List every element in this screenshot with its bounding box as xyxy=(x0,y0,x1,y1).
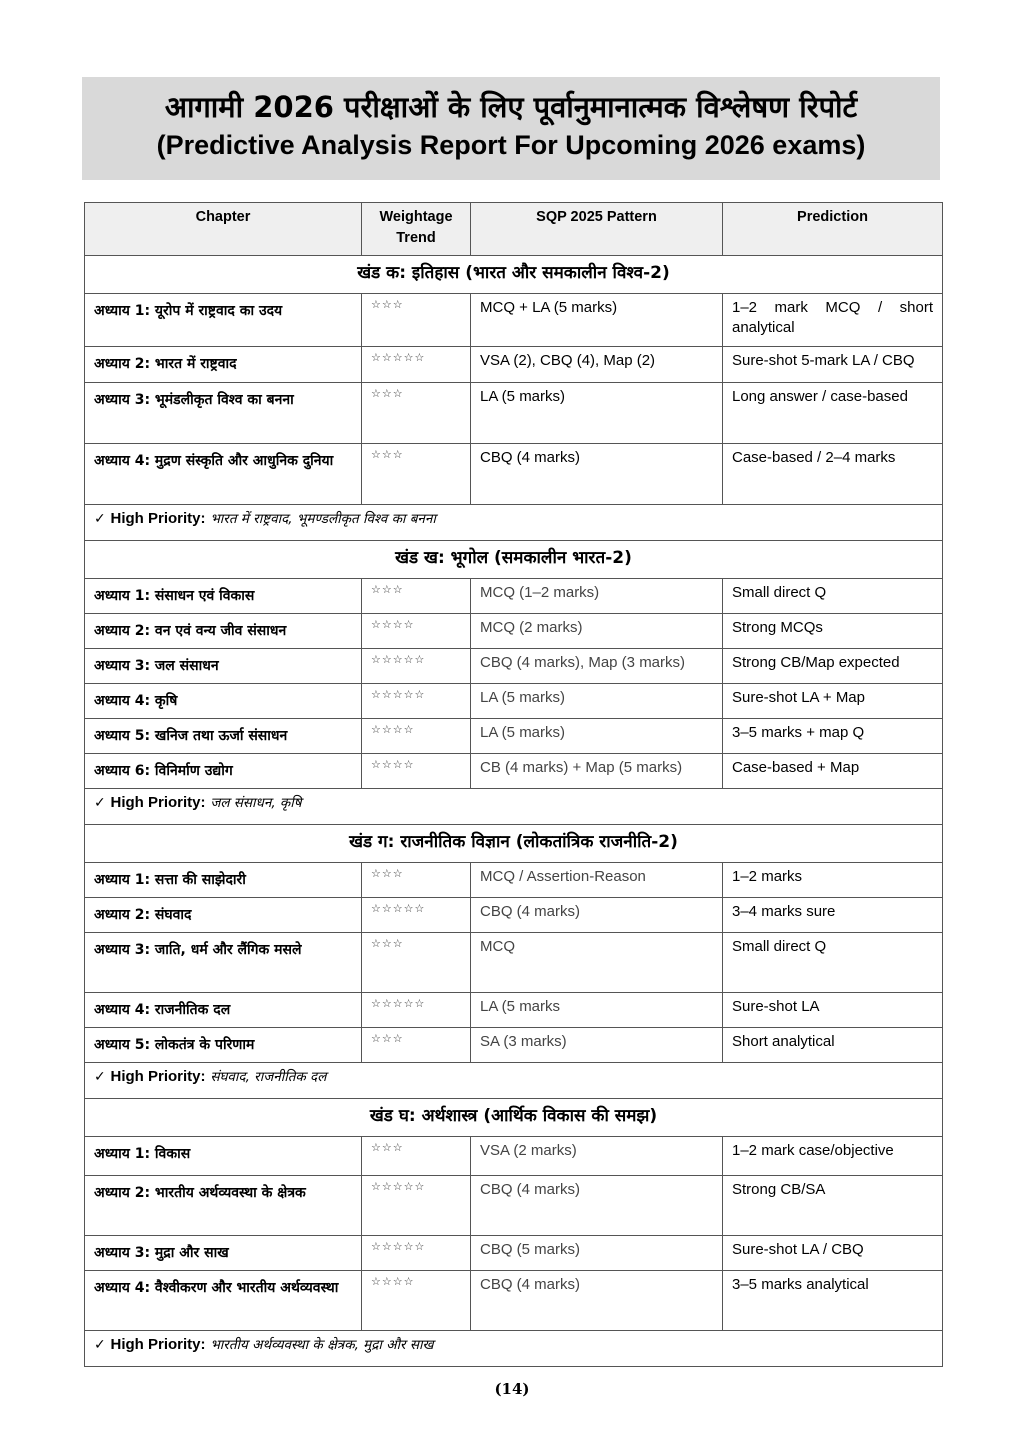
high-priority-note xyxy=(85,505,943,541)
weightage-stars: ☆☆☆☆☆ xyxy=(362,1176,471,1236)
prediction-cell: 3–4 marks sure xyxy=(723,898,943,933)
priority-label: High Priority: xyxy=(110,1336,206,1353)
table-row xyxy=(85,383,943,444)
chapter-cell: अध्याय 1: सत्ता की साझेदारी xyxy=(85,863,362,898)
table-row xyxy=(85,294,943,347)
priority-text: जल संसाधन, कृषि xyxy=(210,795,302,811)
priority-row xyxy=(85,505,943,541)
weightage-stars: ☆☆☆☆☆ xyxy=(362,649,471,684)
high-priority-note xyxy=(85,1331,943,1367)
header-weightage: Weightage Trend xyxy=(362,203,471,256)
header-prediction: Prediction xyxy=(723,203,943,256)
weightage-stars: ☆☆☆☆ xyxy=(362,614,471,649)
sqp-cell: CBQ (4 marks) xyxy=(471,1176,723,1236)
sqp-cell: CBQ (5 marks) xyxy=(471,1236,723,1271)
table-row xyxy=(85,347,943,383)
table-row xyxy=(85,1176,943,1236)
section-title: खंड ग: राजनीतिक विज्ञान (लोकतांत्रिक राजनीति-2) xyxy=(85,825,943,863)
chapter-cell: अध्याय 3: भूमंडलीकृत विश्व का बनना xyxy=(85,383,362,444)
table-row xyxy=(85,684,943,719)
section-row xyxy=(85,541,943,579)
chapter-cell: अध्याय 1: यूरोप में राष्ट्रवाद का उदय xyxy=(85,294,362,347)
sqp-cell: CBQ (4 marks) xyxy=(471,1271,723,1331)
page-number: (14) xyxy=(494,1380,530,1398)
section-title: खंड घ: अर्थशास्त्र (आर्थिक विकास की समझ) xyxy=(85,1099,943,1137)
weightage-stars: ☆☆☆☆ xyxy=(362,754,471,789)
chapter-cell: अध्याय 6: विनिर्माण उद्योग xyxy=(85,754,362,789)
table-header-row xyxy=(85,203,943,256)
table-row xyxy=(85,1137,943,1176)
table-row xyxy=(85,719,943,754)
sqp-cell: CBQ (4 marks) xyxy=(471,444,723,505)
prediction-cell: 3–5 marks analytical xyxy=(723,1271,943,1331)
priority-text: भारतीय अर्थव्यवस्था के क्षेत्रक, मुद्रा और साख xyxy=(210,1337,434,1353)
weightage-stars: ☆☆☆ xyxy=(362,1028,471,1063)
table-row xyxy=(85,614,943,649)
prediction-table xyxy=(84,202,943,1367)
weightage-stars: ☆☆☆ xyxy=(362,933,471,993)
chapter-cell: अध्याय 2: संघवाद xyxy=(85,898,362,933)
weightage-stars: ☆☆☆ xyxy=(362,863,471,898)
sqp-cell: VSA (2), CBQ (4), Map (2) xyxy=(471,347,723,383)
weightage-stars: ☆☆☆ xyxy=(362,579,471,614)
priority-label: High Priority: xyxy=(110,794,206,811)
sqp-cell: LA (5 marks) xyxy=(471,383,723,444)
sqp-cell: MCQ (2 marks) xyxy=(471,614,723,649)
table-row xyxy=(85,898,943,933)
table-row xyxy=(85,933,943,993)
priority-row xyxy=(85,789,943,825)
chapter-cell: अध्याय 1: विकास xyxy=(85,1137,362,1176)
chapter-cell: अध्याय 4: राजनीतिक दल xyxy=(85,993,362,1028)
chapter-cell: अध्याय 3: जल संसाधन xyxy=(85,649,362,684)
weightage-stars: ☆☆☆☆☆ xyxy=(362,898,471,933)
prediction-cell: Sure-shot LA / CBQ xyxy=(723,1236,943,1271)
header-sqp: SQP 2025 Pattern xyxy=(471,203,723,256)
weightage-stars: ☆☆☆☆☆ xyxy=(362,1236,471,1271)
chapter-cell: अध्याय 3: जाति, धर्म और लैंगिक मसले xyxy=(85,933,362,993)
priority-text: भारत में राष्ट्रवाद, भूमण्डलीकृत विश्व का बनना xyxy=(210,511,436,527)
sqp-cell: MCQ xyxy=(471,933,723,993)
priority-label: High Priority: xyxy=(110,510,206,527)
table-row xyxy=(85,1028,943,1063)
prediction-cell: Short analytical xyxy=(723,1028,943,1063)
priority-row xyxy=(85,1063,943,1099)
prediction-cell: Strong MCQs xyxy=(723,614,943,649)
chapter-cell: अध्याय 2: भारत में राष्ट्रवाद xyxy=(85,347,362,383)
priority-text: संघवाद, राजनीतिक दल xyxy=(210,1069,327,1085)
sqp-cell: LA (5 marks xyxy=(471,993,723,1028)
prediction-cell: Strong CB/SA xyxy=(723,1176,943,1236)
priority-label: High Priority: xyxy=(110,1068,206,1085)
section-row xyxy=(85,1099,943,1137)
table-row xyxy=(85,649,943,684)
weightage-stars: ☆☆☆☆☆ xyxy=(362,993,471,1028)
chapter-cell: अध्याय 5: खनिज तथा ऊर्जा संसाधन xyxy=(85,719,362,754)
check-icon: ✓ xyxy=(94,795,106,811)
sqp-cell: MCQ + LA (5 marks) xyxy=(471,294,723,347)
sqp-cell: MCQ (1–2 marks) xyxy=(471,579,723,614)
chapter-cell: अध्याय 2: वन एवं वन्य जीव संसाधन xyxy=(85,614,362,649)
table-row xyxy=(85,993,943,1028)
prediction-cell: 1–2 mark case/objective xyxy=(723,1137,943,1176)
report-title-english: (Predictive Analysis Report For Upcoming 2026 exams) xyxy=(156,130,866,160)
prediction-cell: Case-based / 2–4 marks xyxy=(723,444,943,505)
check-icon: ✓ xyxy=(94,1337,106,1353)
high-priority-note xyxy=(85,789,943,825)
prediction-cell: Sure-shot LA xyxy=(723,993,943,1028)
report-title-banner xyxy=(82,77,940,180)
prediction-cell: Strong CB/Map expected xyxy=(723,649,943,684)
section-title: खंड ख: भूगोल (समकालीन भारत-2) xyxy=(85,541,943,579)
sqp-cell: CBQ (4 marks), Map (3 marks) xyxy=(471,649,723,684)
table-row xyxy=(85,1271,943,1331)
chapter-cell: अध्याय 4: वैश्वीकरण और भारतीय अर्थव्यवस्था xyxy=(85,1271,362,1331)
check-icon: ✓ xyxy=(94,1069,106,1085)
header-chapter: Chapter xyxy=(85,203,362,256)
sqp-cell: MCQ / Assertion-Reason xyxy=(471,863,723,898)
prediction-cell: 1–2 marks xyxy=(723,863,943,898)
section-title: खंड क: इतिहास (भारत और समकालीन विश्व-2) xyxy=(85,256,943,294)
prediction-cell: Case-based + Map xyxy=(723,754,943,789)
section-row xyxy=(85,825,943,863)
check-icon: ✓ xyxy=(94,511,106,527)
prediction-cell: Long answer / case-based xyxy=(723,383,943,444)
weightage-stars: ☆☆☆☆ xyxy=(362,1271,471,1331)
sqp-cell: LA (5 marks) xyxy=(471,684,723,719)
prediction-cell: Sure-shot LA + Map xyxy=(723,684,943,719)
chapter-cell: अध्याय 2: भारतीय अर्थव्यवस्था के क्षेत्रक xyxy=(85,1176,362,1236)
high-priority-note xyxy=(85,1063,943,1099)
table-row xyxy=(85,1236,943,1271)
section-row xyxy=(85,256,943,294)
chapter-cell: अध्याय 5: लोकतंत्र के परिणाम xyxy=(85,1028,362,1063)
weightage-stars: ☆☆☆☆☆ xyxy=(362,684,471,719)
prediction-cell: Sure-shot 5-mark LA / CBQ xyxy=(723,347,943,383)
prediction-cell: 1–2 mark MCQ / short analytical xyxy=(723,294,943,347)
sqp-cell: VSA (2 marks) xyxy=(471,1137,723,1176)
table-row xyxy=(85,579,943,614)
chapter-cell: अध्याय 1: संसाधन एवं विकास xyxy=(85,579,362,614)
report-title-hindi: आगामी 2026 परीक्षाओं के लिए पूर्वानुमानात्मक विश्लेषण रिपोर्ट xyxy=(164,90,858,124)
weightage-stars: ☆☆☆ xyxy=(362,444,471,505)
chapter-cell: अध्याय 3: मुद्रा और साख xyxy=(85,1236,362,1271)
weightage-stars: ☆☆☆ xyxy=(362,1137,471,1176)
prediction-cell: Small direct Q xyxy=(723,933,943,993)
chapter-cell: अध्याय 4: मुद्रण संस्कृति और आधुनिक दुनिया xyxy=(85,444,362,505)
table-row xyxy=(85,754,943,789)
weightage-stars: ☆☆☆ xyxy=(362,383,471,444)
sqp-cell: CB (4 marks) + Map (5 marks) xyxy=(471,754,723,789)
weightage-stars: ☆☆☆ xyxy=(362,294,471,347)
table-row xyxy=(85,863,943,898)
sqp-cell: LA (5 marks) xyxy=(471,719,723,754)
sqp-cell: SA (3 marks) xyxy=(471,1028,723,1063)
prediction-cell: Small direct Q xyxy=(723,579,943,614)
weightage-stars: ☆☆☆☆☆ xyxy=(362,347,471,383)
table-row xyxy=(85,444,943,505)
chapter-cell: अध्याय 4: कृषि xyxy=(85,684,362,719)
prediction-cell: 3–5 marks + map Q xyxy=(723,719,943,754)
sqp-cell: CBQ (4 marks) xyxy=(471,898,723,933)
priority-row xyxy=(85,1331,943,1367)
weightage-stars: ☆☆☆☆ xyxy=(362,719,471,754)
